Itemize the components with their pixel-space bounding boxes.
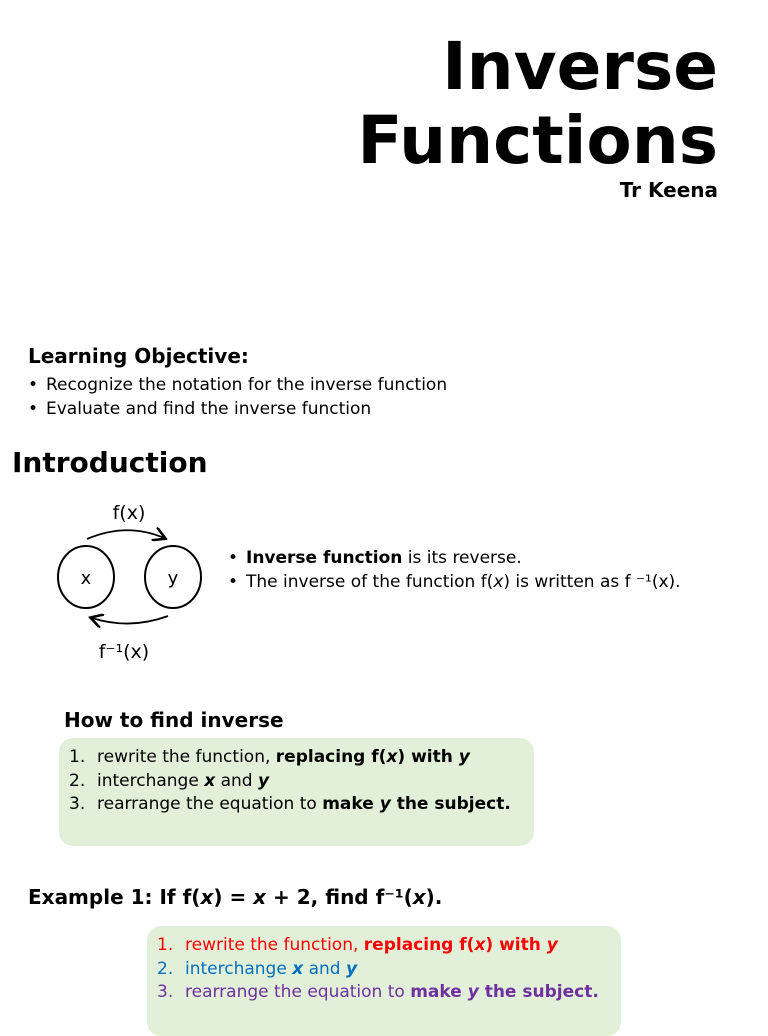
inverse-function-term: Inverse function	[246, 548, 403, 568]
learning-objective-list	[28, 374, 728, 421]
how-to-heading: How to find inverse	[64, 708, 284, 732]
steps-list	[69, 746, 522, 817]
slide-title	[357, 30, 718, 178]
introduction-item: • Inverse function is its reverse.	[228, 547, 704, 571]
range-label: y	[167, 568, 179, 589]
learning-objective-heading: Learning Objective:	[28, 344, 249, 368]
introduction-heading: Introduction	[12, 446, 208, 479]
step-item: 1. rewrite the function, replacing f(x) with y	[69, 747, 470, 767]
colored-steps-box	[147, 926, 621, 1036]
step-item-purple: 3. rearrange the equation to make y the subject.	[157, 982, 599, 1002]
colored-steps-list	[157, 934, 609, 1005]
inverse-arrow	[92, 616, 168, 624]
step-item: 3. rearrange the equation to make y the subject.	[69, 794, 511, 814]
learning-objective-item: • Recognize the notation for the inverse function	[28, 374, 728, 398]
inverse-mapping-diagram	[52, 494, 216, 668]
steps-box	[59, 738, 534, 846]
forward-arrow	[87, 530, 164, 539]
title-line-1: Inverse	[442, 28, 718, 105]
learning-objective-item: • Evaluate and find the inverse function	[28, 398, 728, 422]
title-line-2: Functions	[357, 102, 718, 179]
example-1-prompt: Example 1: If f(x) = x + 2, find f⁻¹(x).	[28, 885, 443, 909]
inverse-function-label: f⁻¹(x)	[98, 641, 150, 663]
step-item-red: 1. rewrite the function, replacing f(x) with y	[157, 935, 558, 955]
function-label: f(x)	[112, 502, 146, 524]
author-name: Tr Keena	[619, 178, 718, 202]
step-item-blue: 2. interchange x and y	[157, 958, 358, 979]
step-item: 2. interchange x and y	[69, 770, 270, 791]
introduction-list	[228, 547, 704, 594]
domain-label: x	[80, 568, 92, 589]
introduction-item: • The inverse of the function f(x) is written as f ⁻¹(x).	[228, 571, 704, 595]
